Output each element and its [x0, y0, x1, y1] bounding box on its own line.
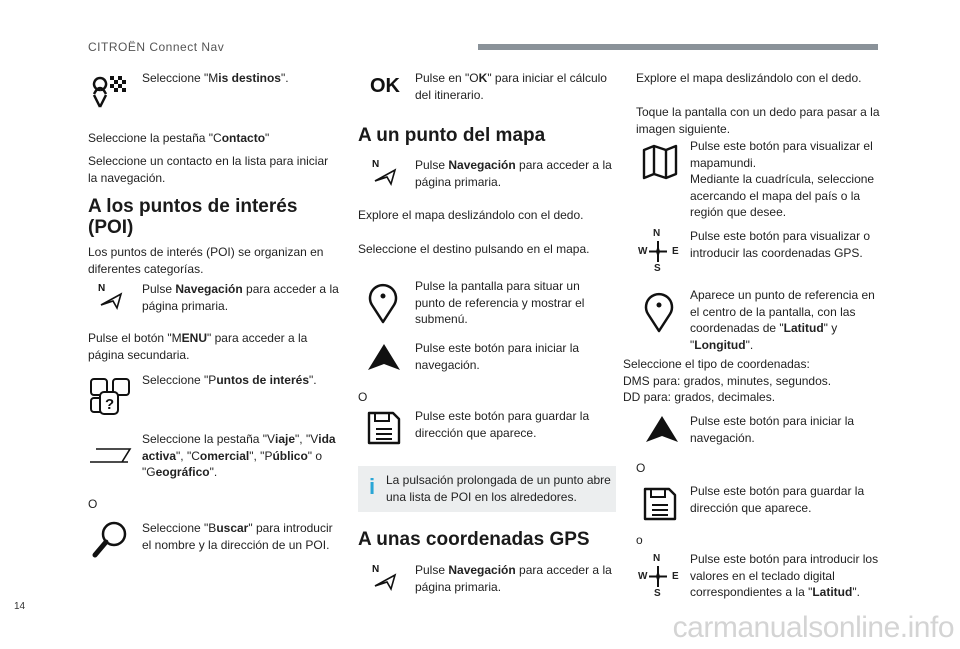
tab-text: Seleccione la pestaña "Viaje", "Vida activa", "Comercial", "Público" o "Geográfico". [142, 432, 336, 479]
compass-e: E [672, 246, 679, 257]
map-heading: A un punto del mapa [358, 125, 546, 146]
search-text: Seleccione "Buscar" para introducir el nombre y la dirección de un POI. [142, 521, 333, 552]
destinations-text: Seleccione "Mis destinos". [142, 71, 289, 85]
reference-text: Aparece un punto de referencia en el centro de la pantalla, con las coordenadas de "Latitud" y "Longitud". [690, 288, 875, 352]
world-map-icon [640, 142, 680, 182]
ok-text: Pulse en "OK" para iniciar el cálculo del itinerario. [415, 71, 607, 102]
svg-text:?: ? [105, 396, 115, 413]
info-icon: i [368, 474, 376, 499]
navigation-icon [370, 157, 402, 187]
poi-heading: A los puntos de interés (POI) [88, 196, 298, 238]
svg-text:N: N [372, 564, 380, 575]
svg-text:N: N [98, 283, 106, 294]
note-text: La pulsación prolongada de un punto abre una lista de POI en los alrededores. [386, 473, 611, 504]
or-text: O [636, 461, 646, 475]
poi-categories-icon [88, 376, 132, 416]
navigation-icon [96, 281, 128, 311]
compass-n: N [653, 553, 661, 564]
info-note [358, 466, 616, 512]
contact-select-text: Seleccione un contacto en la lista para iniciar la navegación. [88, 154, 329, 185]
contact-tab-text: Seleccione la pestaña "Contacto" [88, 131, 270, 145]
header-title: CITROËN Connect Nav [88, 40, 225, 54]
header-bar [478, 44, 878, 50]
destinations-icon [90, 72, 130, 112]
world-map-text: Pulse este botón para visualizar el mapamundi. Mediante la cuadrícula, seleccione acercando el mapa del país o la región que desee. [690, 139, 875, 219]
save-address-text: Pulse este botón para guardar la dirección que aparece. [415, 409, 590, 440]
start-navigation-text: Pulse este botón para iniciar la navegación. [415, 341, 580, 372]
map-pin-icon [366, 281, 400, 325]
reference-pin-icon [642, 290, 676, 334]
compass-e: E [672, 571, 679, 582]
watermark: carmanualsonline.info [672, 611, 954, 644]
start-navigation-text: Pulse este botón para iniciar la navegación. [690, 414, 855, 445]
svg-text:N: N [372, 159, 380, 170]
or-text: O [358, 390, 368, 404]
compass-s: S [654, 588, 661, 599]
select-destination-text: Seleccione el destino pulsando en el mapa. [358, 242, 590, 256]
enter-latitude-text: Pulse este botón para introducir los valores en el teclado digital correspondientes a la "Latitud". [690, 552, 879, 599]
save-icon [642, 486, 678, 522]
nav-text: Pulse Navegación para acceder a la página primaria. [142, 282, 339, 313]
gps-compass-icon [636, 553, 680, 601]
compass-w: W [638, 246, 648, 257]
navigation-icon [370, 562, 402, 592]
coord-type-text: Seleccione el tipo de coordenadas: DMS para: grados, minutes, segundos. DD para: grados, decimales. [623, 357, 832, 404]
compass-n: N [653, 228, 661, 239]
gps-heading: A unas coordenadas GPS [358, 529, 590, 550]
search-icon [90, 520, 130, 560]
start-navigation-icon [366, 342, 402, 372]
menu-text: Pulse el botón "MENU" para acceder a la página secundaria. [88, 331, 308, 362]
ok-icon: OK [370, 75, 400, 97]
save-icon [366, 410, 402, 446]
gps-coords-text: Pulse este botón para visualizar o introducir las coordenadas GPS. [690, 229, 871, 260]
explore-text: Explore el mapa deslizándolo con el dedo. [636, 71, 862, 85]
poi-select-text: Seleccione "Puntos de interés". [142, 373, 317, 387]
or-text: O [88, 497, 98, 511]
start-navigation-icon [644, 414, 680, 444]
tab-icon [88, 444, 132, 468]
map-nav-text: Pulse Navegación para acceder a la página primaria. [415, 158, 612, 189]
save-address-text: Pulse este botón para guardar la dirección que aparece. [690, 484, 865, 515]
page-number: 14 [14, 601, 26, 612]
touch-text: Toque la pantalla con un dedo para pasar a la imagen siguiente. [636, 105, 880, 136]
tap-screen-text: Pulse la pantalla para situar un punto de referencia y mostrar el submenú. [415, 279, 585, 326]
gps-nav-text: Pulse Navegación para acceder a la página primaria. [415, 563, 612, 594]
poi-intro-text: Los puntos de interés (POI) se organizan en diferentes categorías. [88, 245, 324, 276]
gps-compass-icon [636, 228, 680, 276]
map-explore-text: Explore el mapa deslizándolo con el dedo. [358, 208, 584, 222]
compass-s: S [654, 263, 661, 274]
compass-w: W [638, 571, 648, 582]
or-lower-text: o [636, 533, 643, 547]
